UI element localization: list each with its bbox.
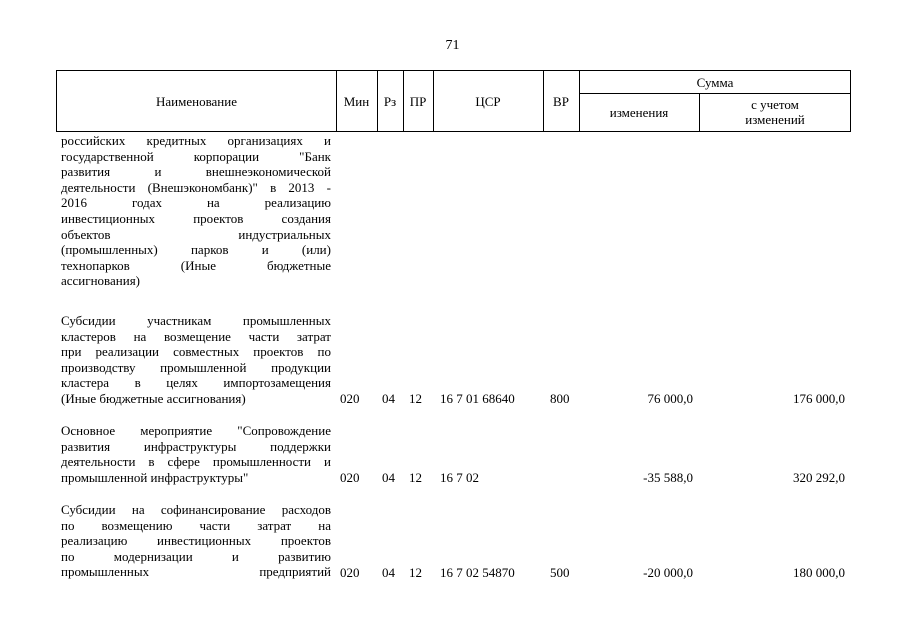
cell-change: -20 000,0 [643, 565, 693, 580]
row-name [61, 313, 331, 407]
name-line: (Иные бюджетные ассигнования) [61, 390, 246, 406]
name-line: Субсидии на софинансирование расходов [61, 502, 331, 517]
name-line: развития и внешнеэкономической [61, 164, 331, 180]
name-line: российских кредитных организациях и [61, 133, 331, 148]
name-line: развития инфраструктуры поддержки [61, 438, 331, 454]
name-line: объектов индустриальных [61, 226, 331, 242]
name-line: промышленной инфраструктуры" [61, 469, 249, 485]
name-line: кластеров на возмещение части затрат [61, 328, 331, 344]
header-min: Мин [343, 93, 370, 109]
name-line: кластера в целях импортозамещения [61, 375, 331, 391]
header-with-changes [699, 93, 851, 131]
name-line: Основное мероприятие "Сопровождение [61, 423, 331, 438]
header-vr: ВР [553, 93, 569, 109]
header-csr: ЦСР [475, 93, 501, 109]
cell-min: 020 [340, 391, 360, 406]
cell-csr: 16 7 01 68640 [440, 391, 515, 406]
header-pr: ПР [409, 93, 427, 109]
name-line: ассигнования) [61, 273, 141, 289]
header-changes: изменения [609, 104, 669, 120]
cell-min: 020 [340, 565, 360, 580]
cell-change: 76 000,0 [647, 391, 693, 406]
cell-pr: 12 [409, 470, 422, 485]
page-number: 71 [445, 38, 460, 53]
header-name: Наименование [156, 93, 237, 109]
header-with-changes-line1: с учетом [751, 97, 799, 112]
cell-total: 320 292,0 [793, 470, 845, 485]
row-name [61, 502, 331, 580]
cell-csr: 16 7 02 [440, 470, 479, 485]
cell-pr: 12 [409, 391, 422, 406]
cell-total: 176 000,0 [793, 391, 845, 406]
cell-vr: 500 [550, 565, 570, 580]
name-line: деятельности (Внешэкономбанк)" в 2013 - [61, 179, 331, 195]
header-with-changes-line2: изменений [745, 112, 805, 127]
cell-change: -35 588,0 [643, 470, 693, 485]
cell-vr: 800 [550, 391, 570, 406]
name-line: деятельности в сфере промышленности и [61, 454, 331, 470]
cell-csr: 16 7 02 54870 [440, 565, 515, 580]
name-line: (промышленных) парков и (или) [61, 242, 331, 258]
name-line: инвестиционных проектов создания [61, 210, 331, 226]
name-line: Субсидии участникам промышленных [61, 313, 331, 328]
name-line: при реализации совместных проектов по [61, 344, 331, 360]
name-line: технопарков (Иные бюджетные [61, 257, 331, 273]
cell-total: 180 000,0 [793, 565, 845, 580]
cell-pr: 12 [409, 565, 422, 580]
name-line: промышленных предприятий [61, 564, 331, 580]
name-line: производству промышленной продукции [61, 359, 331, 375]
name-line: государственной корпорации "Банк [61, 148, 331, 164]
name-line: по возмещению части затрат на [61, 517, 331, 533]
cell-rz: 04 [382, 565, 395, 580]
row-name [61, 133, 331, 289]
cell-rz: 04 [382, 470, 395, 485]
row-name [61, 423, 331, 485]
cell-rz: 04 [382, 391, 395, 406]
name-line: 2016 годах на реализацию [61, 195, 331, 211]
name-line: реализацию инвестиционных проектов [61, 533, 331, 549]
cell-min: 020 [340, 470, 360, 485]
header-rz: Рз [383, 93, 397, 109]
header-sum: Сумма [696, 74, 734, 90]
name-line: по модернизации и развитию [61, 548, 331, 564]
table-header [56, 70, 851, 132]
